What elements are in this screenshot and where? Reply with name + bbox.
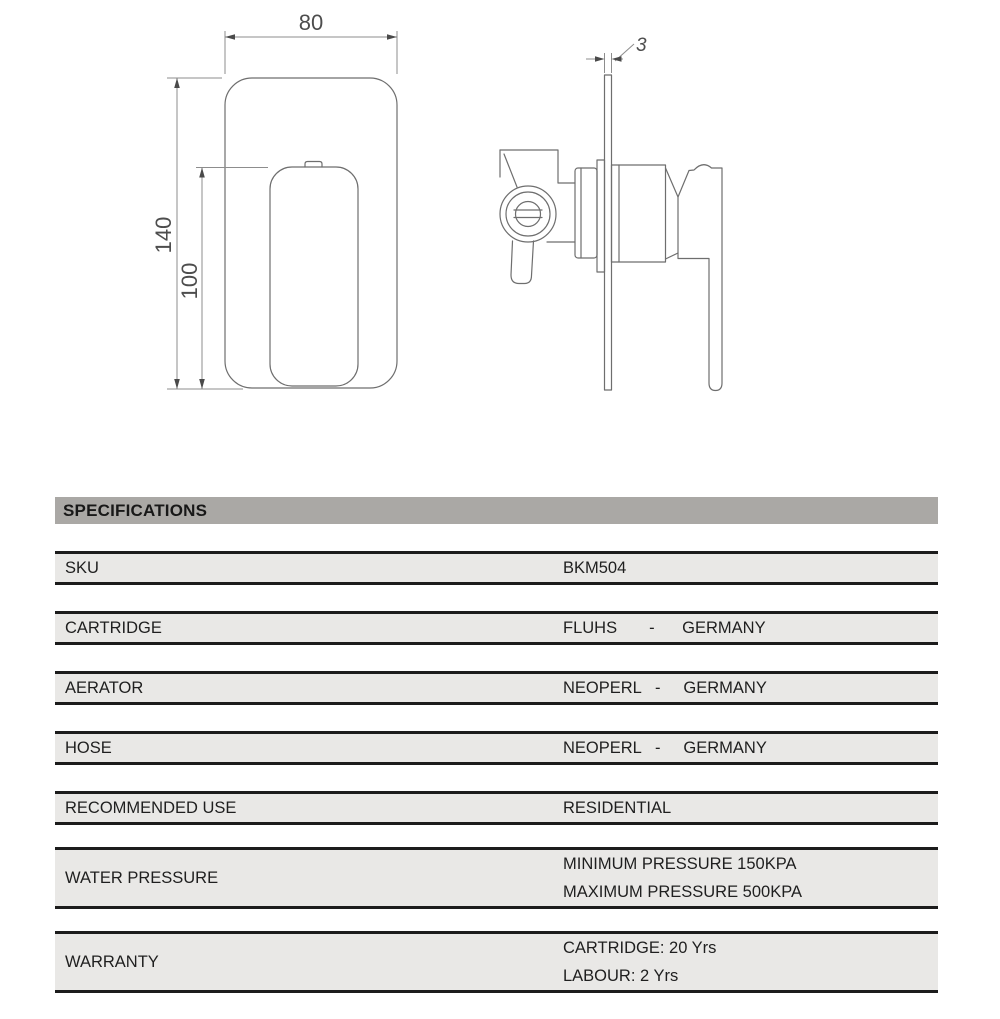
spec-value-line: MINIMUM PRESSURE 150KPA xyxy=(563,855,797,873)
spec-label: HOSE xyxy=(65,738,112,757)
spec-value xyxy=(563,614,938,642)
front-view-dimension-arrows xyxy=(174,34,397,389)
spec-value xyxy=(563,674,938,702)
spec-value-line: NEOPERL - GERMANY xyxy=(563,739,767,757)
mounting-flange xyxy=(597,160,605,272)
plate-thickness-dimension-label: 3 xyxy=(636,35,647,56)
spec-label: WATER PRESSURE xyxy=(65,868,219,887)
front-view xyxy=(151,10,397,389)
spec-value-line: FLUHS - GERMANY xyxy=(563,619,766,637)
valve-body xyxy=(500,150,575,183)
plate-height-dimension-label: 140 xyxy=(151,216,176,254)
handle-button xyxy=(305,162,322,168)
specifications-header xyxy=(55,497,938,524)
spec-value-line: NEOPERL - GERMANY xyxy=(563,679,767,697)
spec-value xyxy=(563,794,938,822)
spec-label: WARRANTY xyxy=(65,952,159,971)
spec-value-line: MAXIMUM PRESSURE 500KPA xyxy=(563,883,803,901)
spec-row xyxy=(55,731,938,765)
valve-port-mid xyxy=(506,192,550,236)
valve-port-outer xyxy=(500,186,556,242)
valve-lever xyxy=(511,241,534,284)
handle-side xyxy=(678,165,722,391)
side-view xyxy=(500,35,722,391)
valve-cylinder xyxy=(575,168,597,258)
spec-value-line: LABOUR: 2 Yrs xyxy=(563,967,679,985)
valve-screw xyxy=(516,202,541,227)
handle-front xyxy=(270,167,358,386)
width-dimension-label: 80 xyxy=(298,10,324,35)
spec-row xyxy=(55,931,938,993)
spec-value xyxy=(563,734,938,762)
front-view-dimension-lines xyxy=(167,31,397,389)
spec-label: CARTRIDGE xyxy=(65,618,162,637)
spec-value-line: BKM504 xyxy=(563,559,627,577)
spec-table xyxy=(55,551,938,1019)
spec-value-line: CARTRIDGE: 20 Yrs xyxy=(563,939,717,957)
spec-value xyxy=(563,554,938,582)
side-view-dimension-arrows xyxy=(595,56,622,62)
spec-label: RECOMMENDED USE xyxy=(65,798,237,817)
spec-label: AERATOR xyxy=(65,678,144,697)
spec-value xyxy=(563,850,938,906)
spec-row xyxy=(55,551,938,585)
screw-slot xyxy=(514,210,542,218)
spec-row xyxy=(55,611,938,645)
wall-plate-side xyxy=(605,75,612,390)
spec-row xyxy=(55,847,938,909)
technical-drawing xyxy=(0,0,1000,470)
specifications-title: SPECIFICATIONS xyxy=(63,500,208,520)
spec-label: SKU xyxy=(65,558,99,577)
spec-row xyxy=(55,671,938,705)
handle-height-dimension-label: 100 xyxy=(177,262,202,300)
spec-value xyxy=(563,934,938,990)
wall-plate-front xyxy=(225,78,397,388)
spec-row xyxy=(55,791,938,825)
spec-value-line: RESIDENTIAL xyxy=(563,799,672,817)
side-view-dimension-lines xyxy=(586,44,634,73)
